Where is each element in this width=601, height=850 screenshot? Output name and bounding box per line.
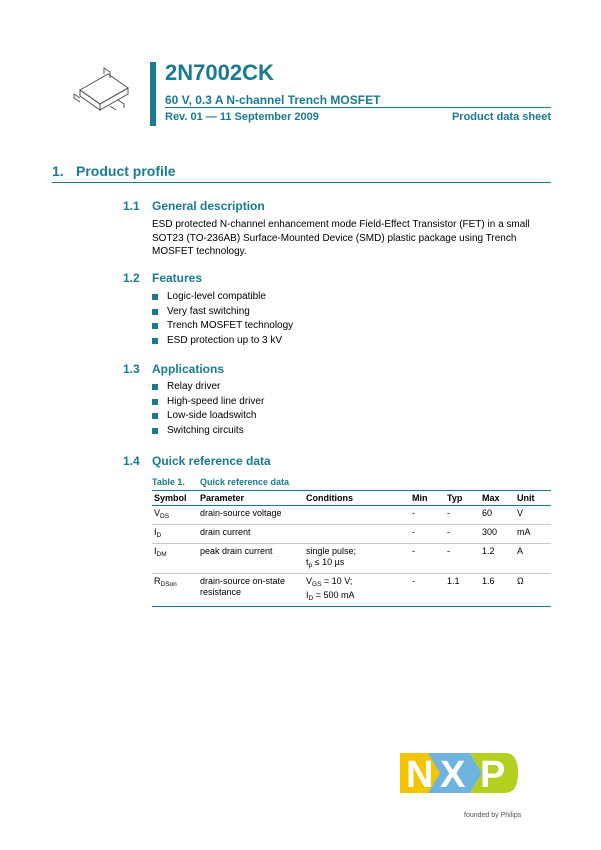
applications-list	[152, 380, 264, 439]
cell-unit: A	[515, 544, 551, 574]
features-heading: Features	[152, 271, 203, 285]
product-subtitle: 60 V, 0.3 A N-channel Trench MOSFET	[165, 93, 381, 107]
list-item: Low-side loadswitch	[152, 409, 264, 424]
cell-min: -	[410, 544, 445, 574]
header-symbol: Symbol	[152, 491, 198, 506]
cell-max: 60	[480, 506, 515, 525]
cell-symbol: $I_{DM}$	[152, 544, 198, 574]
cell-min: -	[410, 506, 445, 525]
table-caption	[152, 477, 289, 487]
list-item: High-speed line driver	[152, 395, 264, 410]
quickref-heading: Quick reference data	[152, 454, 271, 468]
cell-typ: 1.1	[445, 574, 480, 607]
cell-conditions	[304, 506, 410, 525]
cell-typ: -	[445, 506, 480, 525]
cell-conditions: single pulse; $t_p \le 10$ µs	[304, 544, 410, 574]
cell-parameter: peak drain current	[198, 544, 304, 574]
logo-letter-p: P	[480, 754, 506, 796]
cell-parameter: drain-source voltage	[198, 506, 304, 525]
revision-info: Rev. 01 — 11 September 2009	[165, 111, 319, 123]
table-header-row	[152, 491, 551, 506]
features-number: 1.2	[123, 271, 140, 285]
table-row	[152, 574, 551, 607]
cell-unit: V	[515, 506, 551, 525]
header-max: Max	[480, 491, 515, 506]
header-accent-bar	[150, 62, 156, 126]
list-item: ESD protection up to 3 kV	[152, 334, 293, 349]
cell-conditions: $V_{GS} = 10$ V; $I_D = 500$ mA	[304, 574, 410, 607]
table-row	[152, 544, 551, 574]
table-row	[152, 525, 551, 544]
header-typ: Typ	[445, 491, 480, 506]
header-divider	[165, 107, 551, 108]
list-item: Switching circuits	[152, 424, 264, 439]
quick-reference-table	[152, 490, 551, 607]
cell-conditions	[304, 525, 410, 544]
cell-parameter: drain-source on-state resistance	[198, 574, 304, 607]
features-list	[152, 290, 293, 349]
quickref-number: 1.4	[123, 454, 140, 468]
section-number: 1.	[52, 163, 64, 179]
section-divider	[52, 182, 551, 183]
logo-letter-x: X	[440, 754, 466, 796]
general-description-heading: General description	[152, 199, 265, 213]
cell-min: -	[410, 525, 445, 544]
cell-symbol: $R_{DSon}$	[152, 574, 198, 607]
header-min: Min	[410, 491, 445, 506]
cell-typ: -	[445, 544, 480, 574]
header-unit: Unit	[515, 491, 551, 506]
document-type: Product data sheet	[451, 111, 551, 123]
cell-unit: Ω	[515, 574, 551, 607]
list-item: Very fast switching	[152, 305, 293, 320]
general-description-number: 1.1	[123, 199, 140, 213]
logo-tagline: founded by Philips	[464, 812, 522, 819]
cell-symbol: $V_{DS}$	[152, 506, 198, 525]
header-parameter: Parameter	[198, 491, 304, 506]
cell-typ: -	[445, 525, 480, 544]
header-conditions: Conditions	[304, 491, 410, 506]
part-number: 2N7002CK	[165, 60, 274, 85]
applications-heading: Applications	[152, 362, 225, 376]
cell-parameter: drain current	[198, 525, 304, 544]
table-row	[152, 506, 551, 525]
logo-letter-n: N	[406, 754, 434, 796]
cell-min: -	[410, 574, 445, 607]
cell-max: 1.6	[480, 574, 515, 607]
nxp-logo	[400, 753, 520, 819]
applications-number: 1.3	[123, 362, 140, 376]
cell-max: 300	[480, 525, 515, 544]
cell-unit: mA	[515, 525, 551, 544]
section-title: Product profile	[76, 163, 176, 179]
cell-max: 1.2	[480, 544, 515, 574]
table-caption-title: Quick reference data	[200, 477, 290, 487]
list-item: Trench MOSFET technology	[152, 319, 293, 334]
list-item: Relay driver	[152, 380, 264, 395]
general-description-text: ESD protected N-channel enhancement mode Field-Effect Transistor (FET) in a small SOT23 (TO-236AB) Surface-Mounted Device (SMD) plastic package using Trench MOSFET technology.	[152, 219, 530, 258]
table-caption-number: Table 1.	[152, 477, 185, 487]
package-outline-icon	[70, 66, 136, 112]
list-item: Logic-level compatible	[152, 290, 293, 305]
cell-symbol: $I_D$	[152, 525, 198, 544]
